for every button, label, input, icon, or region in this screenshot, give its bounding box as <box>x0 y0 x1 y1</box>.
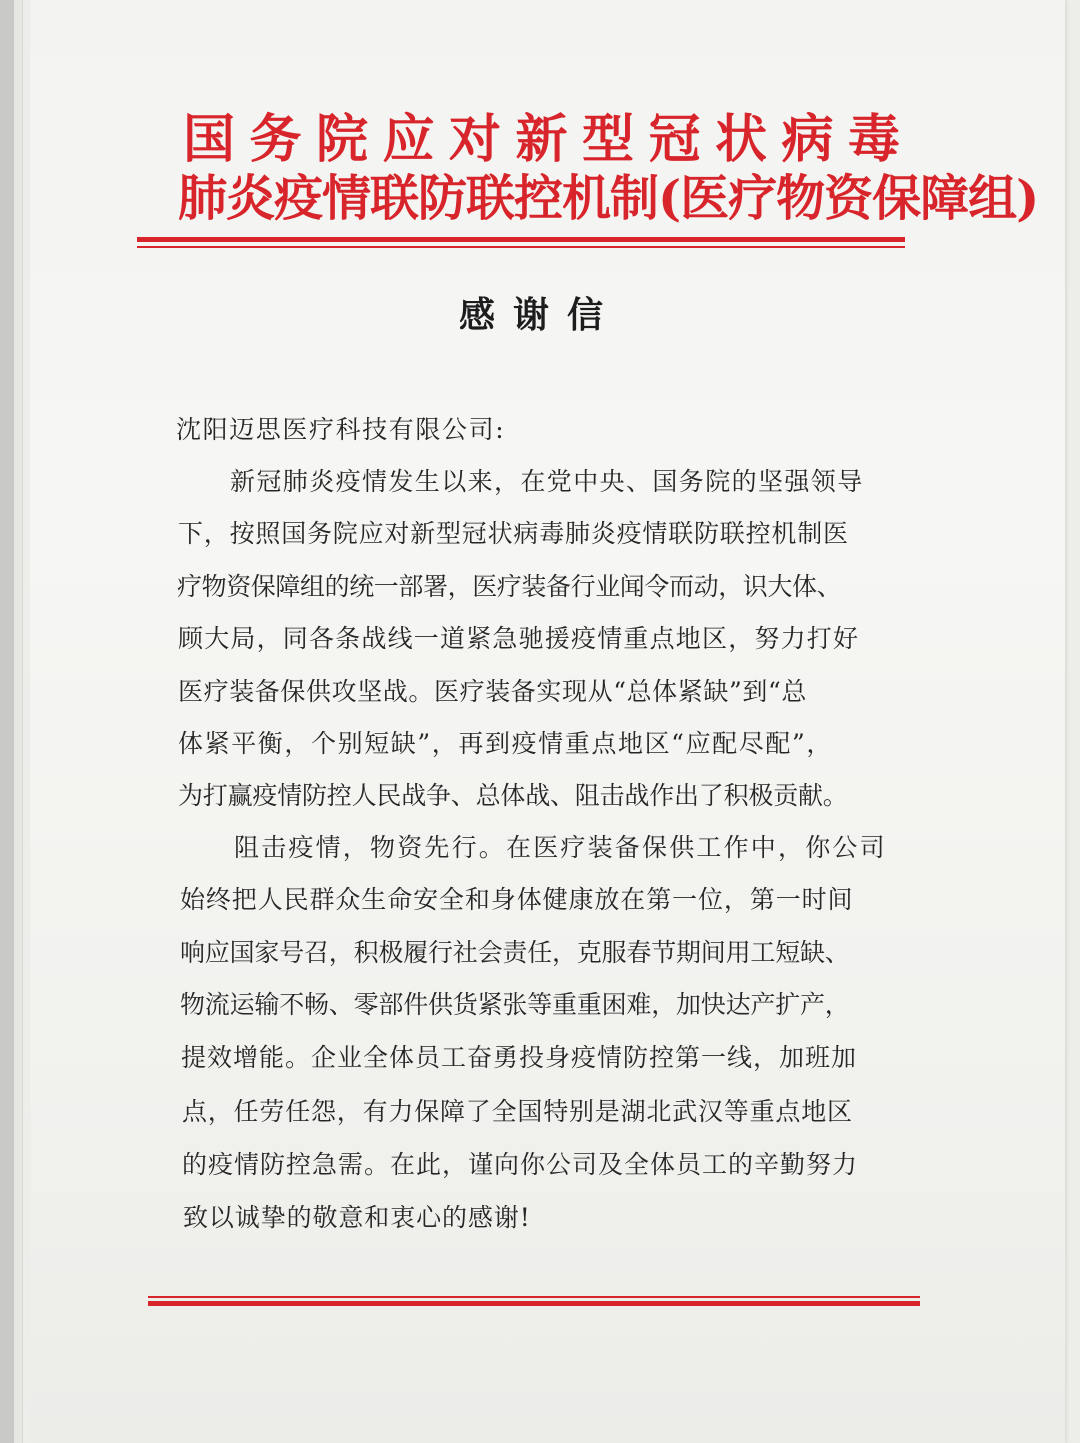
body-line: 始终把人民群众生命安全和身体健康放在第一位，第一时间 <box>180 885 854 914</box>
salutation: 沈阳迈思医疗科技有限公司: <box>176 415 506 444</box>
body-line: 物流运输不畅、零部件供货紧张等重重困难，加快达产扩产， <box>180 990 850 1019</box>
body-line: 体紧平衡，个别短缺”，再到疫情重点地区“应配尽配”， <box>178 729 833 758</box>
body-line: 致以诚挚的敬意和衷心的感谢! <box>183 1203 531 1232</box>
body-line: 响应国家号召，积极履行社会责任，克服春节期间用工短缺、 <box>180 938 850 967</box>
letterhead-rule-thin <box>137 246 905 248</box>
letterhead-rule-thick <box>137 237 905 242</box>
body-line: 的疫情防控急需。在此，谨向你公司及全体员工的辛勤努力 <box>182 1150 859 1179</box>
body-line: 为打赢疫情防控人民战争、总体战、阻击战作出了积极贡献。 <box>178 781 848 810</box>
body-line: 顾大局，同各条战线一道紧急驰援疫情重点地区，努力打好 <box>178 624 860 653</box>
body-line: 疗物资保障组的统一部署，医疗装备行业闻令而动，识大体、 <box>177 572 842 601</box>
body-line: 新冠肺炎疫情发生以来，在党中央、国务院的坚强领导 <box>230 467 864 496</box>
body-line: 阻击疫情，物资先行。在医疗装备保供工作中，你公司 <box>234 833 887 862</box>
body-line: 提效增能。企业全体员工奋勇投身疫情防控第一线，加班加 <box>181 1043 858 1072</box>
letter-title: 感谢信 <box>458 295 621 336</box>
footer-rule-thick <box>148 1301 920 1306</box>
footer-rule-thin <box>148 1296 920 1298</box>
body-line: 医疗装备保供攻坚战。医疗装备实现从“总体紧缺”到“总 <box>178 677 807 706</box>
body-line: 下，按照国务院应对新型冠状病毒肺炎疫情联防联控机制医 <box>178 519 849 548</box>
body-line: 点，任劳任怨，有力保障了全国特别是湖北武汉等重点地区 <box>182 1097 853 1126</box>
letterhead-line-2: 肺炎疫情联防联控机制(医疗物资保障组) <box>178 169 1039 227</box>
letterhead-line-1: 国务院应对新型冠状病毒 <box>183 109 915 170</box>
